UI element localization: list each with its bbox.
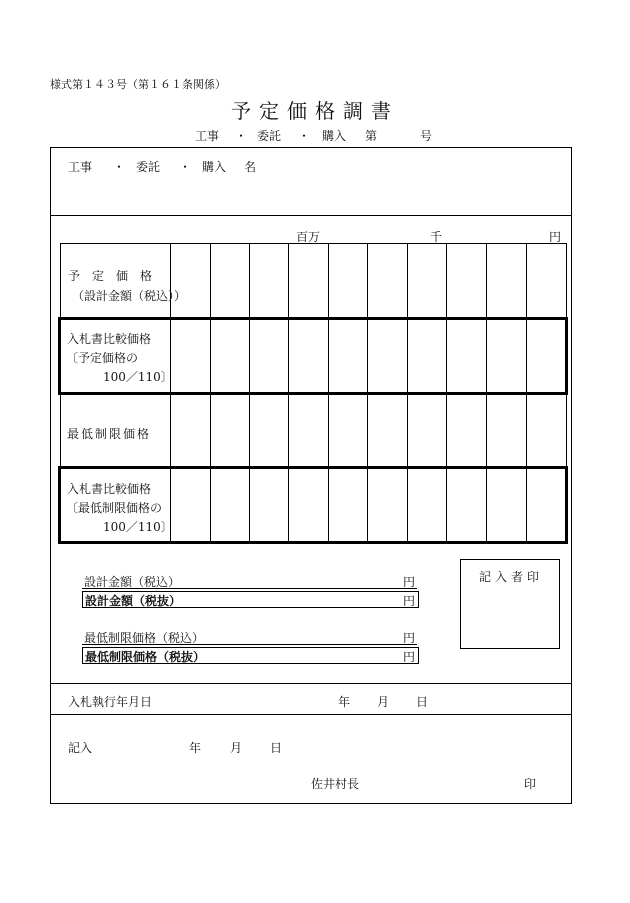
- entry-tsuki: 月: [230, 741, 243, 755]
- bid-date-tsuki: 月: [377, 695, 390, 709]
- divider-name: [50, 215, 572, 216]
- row-bid-compare-1-ratio: 100／110〕: [103, 370, 173, 384]
- amount-min-tax-incl: 最低制限価格（税込） 円: [84, 631, 415, 645]
- subtitle-go: 号: [420, 129, 433, 143]
- row-min-price: 最低制限価格: [67, 427, 152, 441]
- document-title: 予定価格調書: [231, 99, 399, 123]
- amount-design-tax-excl: 設計金額（税抜） 円: [82, 591, 419, 608]
- row-yotei-sub: （設計金額（税込））: [72, 289, 187, 303]
- subtitle-konyu: 購入: [322, 129, 347, 143]
- subtitle-itaku: 委託: [257, 129, 282, 143]
- name-dot1: ・: [113, 160, 126, 174]
- subtitle-dot2: ・: [298, 129, 311, 143]
- name-dot2: ・: [179, 160, 192, 174]
- name-konyu: 購入: [202, 160, 227, 174]
- entry-label: 記入: [68, 741, 93, 755]
- amount-min-tax-excl: 最低制限価格（税抜） 円: [82, 647, 419, 664]
- name-koji: 工事: [68, 160, 93, 174]
- bid-date-hi: 日: [416, 695, 429, 709]
- name-itaku: 委託: [136, 160, 161, 174]
- unit-en: 円: [549, 230, 562, 244]
- mayor-title: 佐井村長: [311, 777, 360, 791]
- name-mei: 名: [244, 160, 257, 174]
- bid-date-nen: 年: [338, 695, 351, 709]
- entry-hi: 日: [270, 741, 283, 755]
- unit-hyakuman: 百万: [296, 230, 321, 244]
- row-bid-compare-2-ratio: 100／110〕: [103, 520, 173, 534]
- recorder-stamp-box: [460, 559, 560, 649]
- stamp-label: 記入者印: [479, 570, 544, 584]
- entry-nen: 年: [189, 741, 202, 755]
- form-number: 様式第１４３号（第１６１条関係）: [50, 78, 226, 91]
- unit-sen: 千: [430, 230, 443, 244]
- subtitle-koji: 工事: [195, 129, 220, 143]
- row-bid-compare-1: 入札書比較価格: [67, 332, 152, 346]
- subtitle-dai: 第: [365, 129, 378, 143]
- row-bid-compare-2: 入札書比較価格: [67, 482, 152, 496]
- amount-design-tax-incl: 設計金額（税込） 円: [84, 575, 415, 589]
- divider-bid-date-top: [50, 683, 572, 684]
- row-yotei-kakaku: 予 定 価 格: [68, 269, 153, 283]
- divider-bid-date-bottom: [50, 714, 572, 715]
- subtitle-dot1: ・: [235, 129, 248, 143]
- seal-mark: 印: [524, 777, 537, 791]
- row-bid-compare-1-sub: 〔予定価格の: [66, 351, 139, 365]
- row-bid-compare-2-sub: 〔最低制限価格の: [66, 501, 163, 515]
- bid-date-label: 入札執行年月日: [68, 695, 153, 709]
